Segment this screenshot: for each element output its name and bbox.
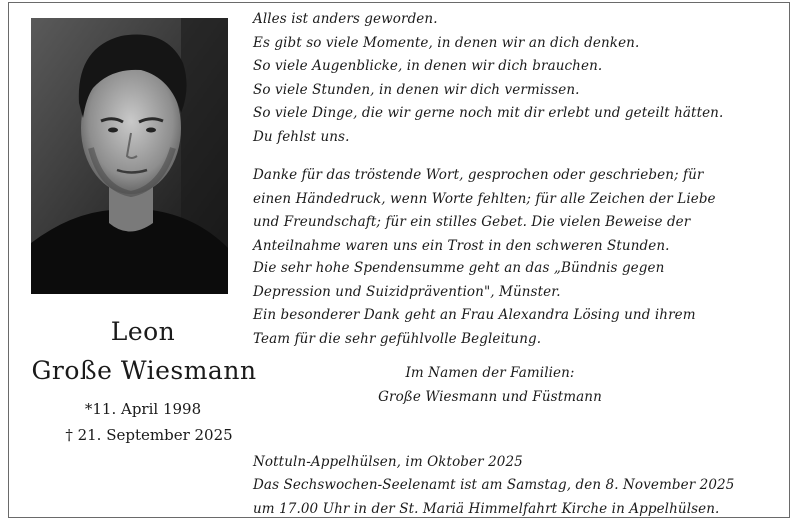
death-date: † 21. September 2025 <box>65 426 233 444</box>
special-thanks-line: Team für die sehr gefühlvolle Begleitung. <box>253 330 542 347</box>
poem <box>253 8 783 150</box>
mass-line: um 17.00 Uhr in der St. Mariä Himmelfahrt Kirche in Appelhülsen. <box>253 500 720 517</box>
thanks-paragraph <box>253 164 783 258</box>
portrait-photo <box>31 18 228 294</box>
thanks-line: und Freundschaft; für ein stilles Gebet. Die vielen Beweise der <box>253 214 691 231</box>
thanks-line: Danke für das tröstende Wort, gesprochen oder geschrieben; für <box>253 167 704 183</box>
donation-line: Depression und Suizidprävention", Münster. <box>253 283 561 300</box>
mass-line: Das Sechswochen-Seelenamt ist am Samstag, den 8. November 2025 <box>253 477 735 493</box>
poem-line: Es gibt so viele Momente, in denen wir an dich denken. <box>253 34 640 51</box>
special-thanks-paragraph <box>253 304 783 351</box>
thanks-line: einen Händedruck, wenn Worte fehlten; für alle Zeichen der Liebe <box>253 190 716 207</box>
poem-line: Alles ist anders geworden. <box>253 11 438 27</box>
donation-paragraph <box>253 257 783 304</box>
birth-date: *11. April 1998 <box>84 400 202 418</box>
mass-notice <box>253 474 783 521</box>
special-thanks-line: Ein besonderer Dank geht an Frau Alexandra Lösing und ihrem <box>253 307 696 323</box>
donation-line: Die sehr hohe Spendensumme geht an das „Bündnis gegen <box>253 260 665 276</box>
poem-line: Du fehlst uns. <box>253 128 350 145</box>
signature-intro: Im Namen der Familien: <box>405 365 575 381</box>
poem-line: So viele Augenblicke, in denen wir dich brauchen. <box>253 58 603 75</box>
poem-line: So viele Stunden, in denen wir dich vermissen. <box>253 81 580 98</box>
deceased-first-name: Leon <box>110 317 176 346</box>
poem-line: So viele Dinge, die wir gerne noch mit dir erlebt und geteilt hätten. <box>253 105 724 122</box>
signature-families: Große Wiesmann und Füstmann <box>378 389 602 405</box>
place-date: Nottuln-Appelhülsen, im Oktober 2025 <box>253 454 523 470</box>
thanks-line: Anteilnahme waren uns ein Trost in den schweren Stunden. <box>253 237 670 254</box>
deceased-last-name: Große Wiesmann <box>31 356 257 385</box>
